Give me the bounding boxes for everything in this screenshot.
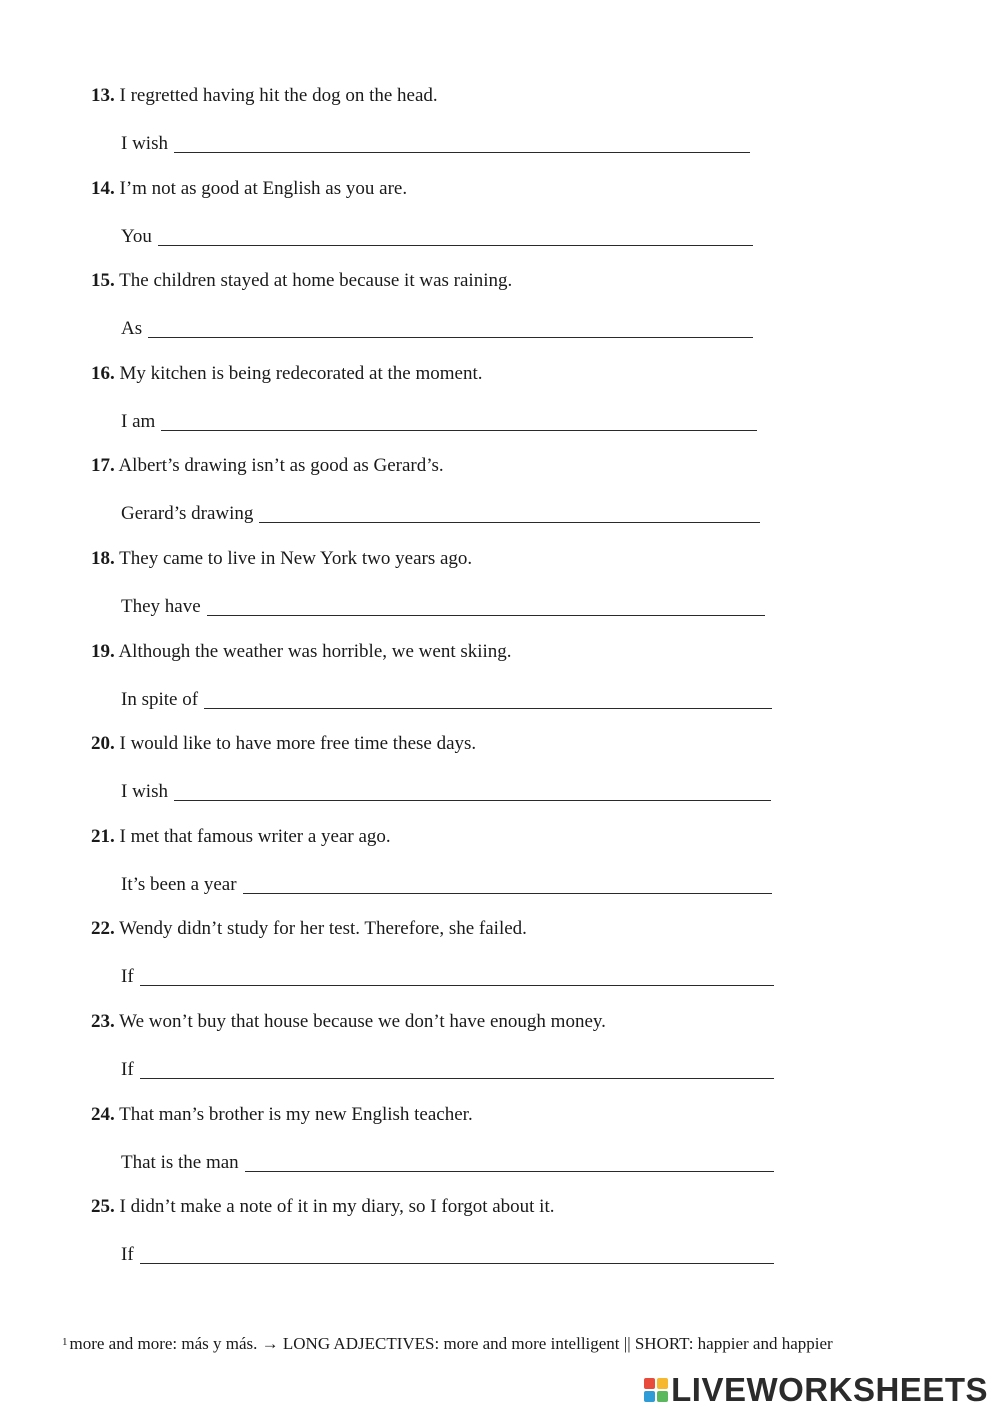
exercise-sentence: The children stayed at home because it was raining.	[119, 270, 513, 292]
exercise-number: 18.	[91, 548, 115, 569]
exercise-number: 21.	[91, 825, 115, 847]
exercise-number: 15.	[91, 270, 115, 292]
brand-name: LIVEWORKSHEETS	[671, 1371, 988, 1408]
exercise-item	[0, 741, 1000, 895]
liveworksheets-logo-icon	[644, 1378, 668, 1402]
exercise-number: 20.	[91, 733, 115, 755]
answer-input[interactable]	[140, 1245, 774, 1264]
exercise-number: 16.	[91, 362, 115, 384]
exercise-number: 24.	[91, 1103, 115, 1125]
exercise-sentence: I would like to have more free time these days.	[119, 733, 477, 755]
answer-lead-text: I wish	[121, 133, 168, 154]
answer-lead-text: You	[121, 225, 152, 247]
answer-lead-text: That is the man	[121, 1151, 239, 1173]
exercise-number: 22.	[91, 918, 115, 940]
answer-lead-text: I wish	[121, 781, 168, 803]
exercise-number: 25.	[91, 1196, 115, 1218]
answer-lead-text: If	[121, 1244, 134, 1266]
exercise-sentence: I didn’t make a note of it in my diary, so I forgot about it.	[119, 1196, 555, 1218]
footnote-marker: 1	[62, 1336, 68, 1348]
exercise-item	[0, 0, 1000, 154]
exercise-item	[0, 648, 1000, 803]
exercise-item	[0, 556, 1000, 710]
answer-lead-text: If	[121, 966, 134, 988]
exercise-item	[0, 370, 1000, 525]
answer-lead-text: In spite of	[121, 688, 199, 710]
exercise-sentence: Albert’s drawing isn’t as good as Gerard’s.	[118, 455, 444, 477]
exercise-item	[0, 463, 1000, 617]
exercise-sentence: Although the weather was horrible, we went skiing.	[118, 640, 512, 662]
exercise-item	[0, 833, 1000, 988]
exercise-item	[0, 926, 1000, 1080]
exercise-number: 19.	[91, 640, 115, 662]
exercise-number: 14.	[91, 177, 115, 199]
exercise-sentence: That man’s brother is my new English teacher.	[119, 1103, 473, 1125]
exercise-sentence: I met that famous writer a year ago.	[119, 825, 391, 847]
brand-watermark	[644, 1372, 988, 1408]
answer-lead-text: They have	[121, 596, 201, 617]
exercise-item	[0, 1111, 1000, 1266]
answer-lead-text: If	[121, 1059, 134, 1080]
exercise-number: 13.	[91, 85, 115, 106]
exercise-number: 23.	[91, 1011, 115, 1032]
answer-lead-text: As	[121, 318, 143, 340]
exercise-item	[0, 278, 1000, 432]
answer-lead-text: It’s been a year	[121, 873, 237, 895]
answer-row	[121, 1241, 774, 1267]
answer-lead-text: I am	[121, 410, 156, 432]
exercise-sentence: I’m not as good at English as you are.	[119, 177, 408, 199]
exercise-number: 17.	[91, 455, 115, 477]
footnote	[62, 1333, 833, 1355]
exercise-sentence: Wendy didn’t study for her test. Therefore, she failed.	[119, 918, 527, 940]
exercise-item	[0, 185, 1000, 340]
exercise-sentence: I regretted having hit the dog on the head.	[119, 85, 438, 106]
exercise-sentence: We won’t buy that house because we don’t have enough money.	[119, 1011, 606, 1032]
exercise-item	[0, 93, 1000, 247]
exercise-item	[0, 1019, 1000, 1173]
answer-lead-text: Gerard’s drawing	[121, 503, 254, 525]
exercise-prompt	[91, 1195, 555, 1219]
exercise-sentence: My kitchen is being redecorated at the moment.	[119, 362, 483, 384]
footnote-text: more and more: más y más. → LONG ADJECTIVES: more and more intelligent || SHORT: happier and happier	[69, 1334, 833, 1353]
exercise-sentence: They came to live in New York two years ago.	[119, 548, 473, 569]
